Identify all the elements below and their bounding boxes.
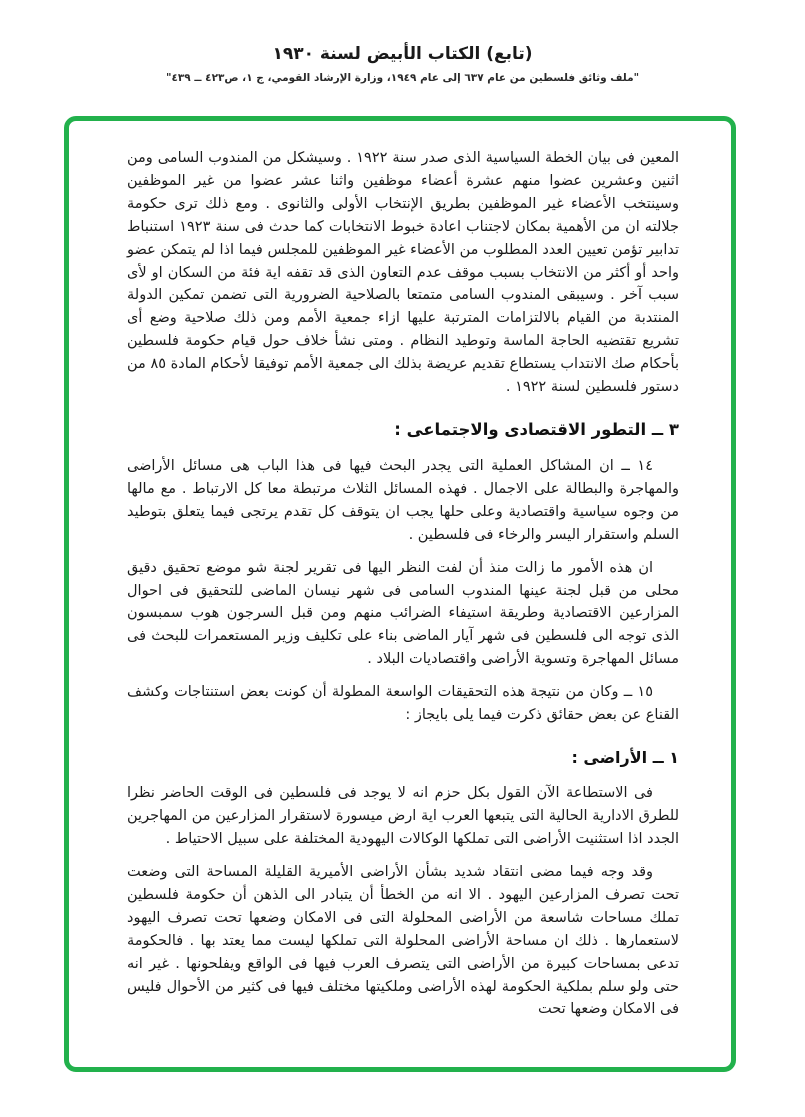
section-heading-economic-social: ٣ ــ التطور الاقتصادى والاجتماعى : [394,419,679,439]
paragraph-inquiries: ان هذه الأمور ما زالت منذ أن لفت النظر اليها فى تقرير لجنة شو موضع تحقيق دقيق محلى من قبل لجنة عينها المندوب السامى فى شهر نيسان الماضى للتحقيق فى احوال المزارعين الاقتصادية وطريقة استيفاء الضرائب منهم ومن قبل السرجون هوب سمبسون الذى توجه الى فلسطين فى شهر آيار الماضى بناء على تكليف وزير المستعمرات للبحث فى مسائل المهاجرة وتسوية الأراضى واقتصاديات البلاد . [127,559,679,668]
green-frame [64,116,736,1072]
document-body [69,121,731,1051]
paragraph-14: ١٤ ــ ان المشاكل العملية التى يجدر البحث فيها فى هذا الباب هى مسائل الأراضى والمهاجرة والبطالة على الاجمال . فهذه المسائل الثلاث مرتبطة معا كل الارتباط . مع مالها من وجوه سياسية واقتصادية وعلى حلها يجب ان يتوقف كل تقدم يرتجى فيما يتعلق بتوطيد السلم واستقرار اليسر والرخاء فى فلسطين . [127,458,679,543]
source-citation: "ملف وثائق فلسطين من عام ٦٣٧ إلى عام ١٩٤٩، وزارة الإرشاد القومي، ج ١، ص٤٢٣ ــ ٤٣٩" [165,72,640,84]
paragraph-continuation: المعين فى بيان الخطة السياسية الذى صدر سنة ١٩٢٢ . وسيشكل من المندوب السامى ومن اثنين وعشرين عضوا منهم عشرة أعضاء موظفين واثنا عشر عضوا من غير الموظفين وسينتخب الأعضاء غير الموظفين بطريق الإنتخاب الأولى والثانوى . ومع ذلك ترى حكومة جلالته ان من الأهمية بمكان لاجتناب اعادة خبوط الانتخابات كما حدث فى سنة ١٩٢٣ استنباط تدابير تؤمن تعيين العدد المطلوب من الأعضاء غير الموظفين للمجلس فيما اذا لم يتمكن عضو واحد أو أكثر من الانتخاب بسبب موقف عدم التعاون الذى قد تقفه اية فئة من السكان او لأى سبب آخر . وسيبقى المندوب السامى متمتعا بالصلاحية الضرورية التى تضمن تمكين الدولة المنتدبة من القيام بالالتزامات المترتبة عليها ازاء جمعية الأمم ومن ذلك صلاحية وضع أى تشريع تقتضيه الحاجة الماسة وتوطيد النظام . ومتى نشأ خلاف حول قيام حكومة فلسطين بأحكام صك الانتداب يستطاع تقديم عريضة بذلك الى جمعية الأمم توفيقا لأحكام المادة ٨٥ من دستور فلسطين لسنة ١٩٢٢ . [127,150,679,396]
page-title: (تابع) الكتاب الأبيض لسنة ١٩٣٠ [272,44,533,64]
section-heading-lands: ١ ــ الأراضى : [571,748,679,767]
paragraph-lands-1: فى الاستطاعة الآن القول بكل حزم انه لا يوجد فى فلسطين فى الوقت الحاضر نظرا للطرق الادارية الحالية التى يتبعها العرب اية ارض ميسورة لاستقرار المزارعين من المهاجرين الجدد اذا استثنيت الأراضى التى تملكها الوكالات اليهودية المختلفة على سبيل الاحتياط . [127,785,679,848]
paragraph-lands-2: وقد وجه فيما مضى انتقاد شديد بشأن الأراضى الأميرية القليلة المساحة التى وضعت تحت تصرف المزارعين اليهود . الا انه من الخطأ أن يتبادر الى الذهن أن حكومة فلسطين تملك مساحات شاسعة من الأراضى المحلولة التى فى الامكان وضعها تحت تصرف اليهود لاستعمارها . ذلك ان مساحة الأراضى المحلولة التى تملكها ليست مما يعتد بها . فالحكومة تدعى بمساحات كبيرة من الأراضى التى يتصرف العرب فيها فى الواقع ويفلحونها . غير انه حتى ولو سلم بملكية الحكومة لهذه الأراضى وملكيتها مختلف فيها فى كثير من الأحوال فليس فى الامكان وضعها تحت [127,863,679,1018]
page-header [0,0,805,84]
paragraph-15: ١٥ ــ وكان من نتيجة هذه التحقيقات الواسعة المطولة أن كونت بعض استنتاجات وكشف القناع عن بعض حقائق ذكرت فيما يلى بايجاز : [127,684,679,724]
